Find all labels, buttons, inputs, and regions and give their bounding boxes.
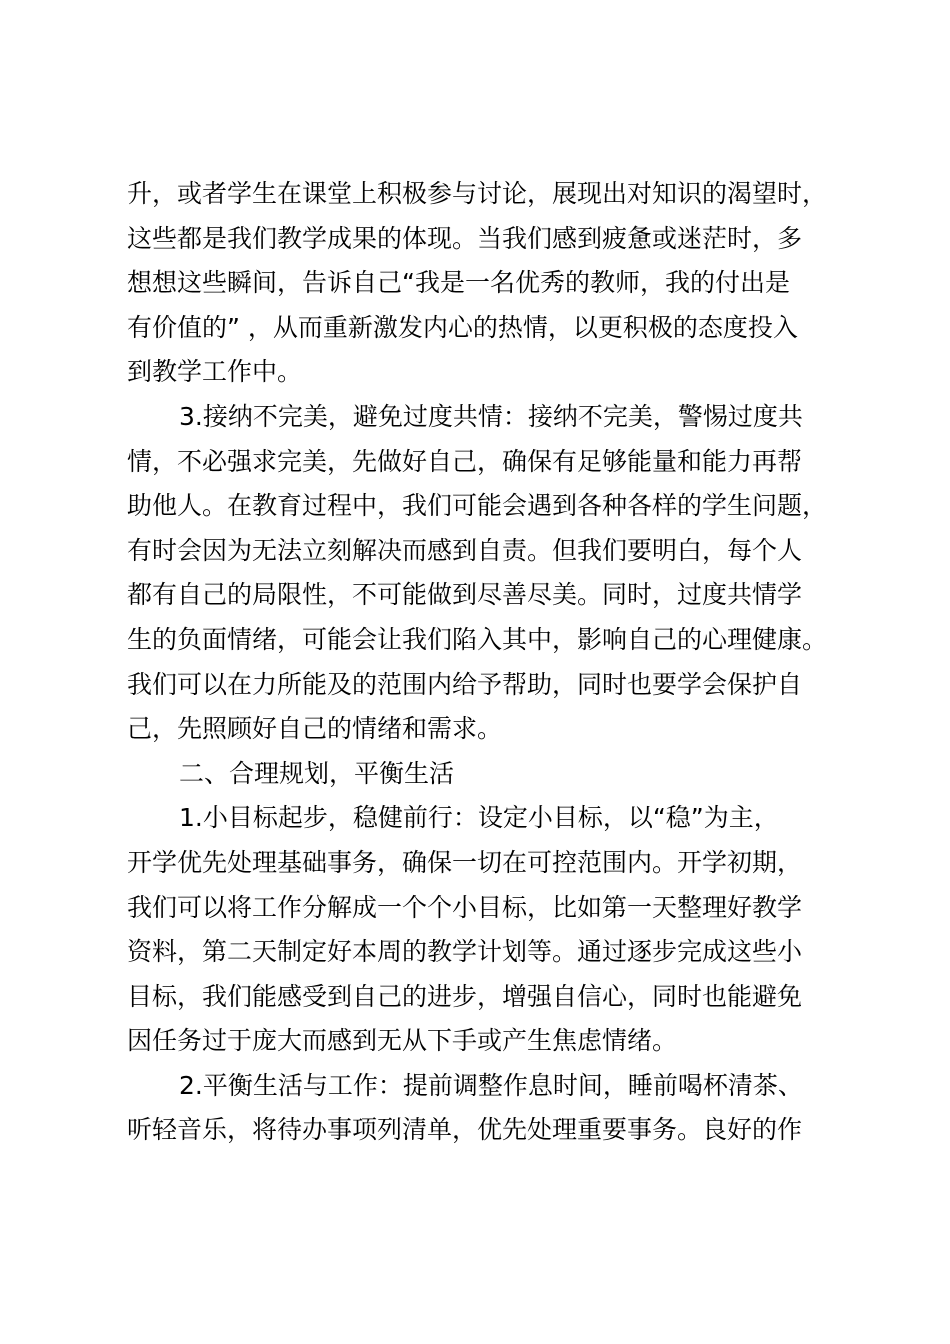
text-line: 情，不必强求完美，先做好自己，确保有足够能量和能力再帮	[127, 446, 803, 476]
text-line: 资料，第二天制定好本周的教学计划等。通过逐步完成这些小	[127, 937, 803, 967]
text-line: 想想这些瞬间，告诉自己“我是一名优秀的教师，我的付出是	[127, 268, 790, 298]
text-line: 听轻音乐，将待办事项列清单，优先处理重要事务。良好的作	[127, 1115, 803, 1145]
text-line: 目标，我们能感受到自己的进步，增强自信心，同时也能避免	[127, 981, 803, 1011]
text-line: 我们可以将工作分解成一个个小目标，比如第一天整理好教学	[127, 892, 803, 922]
text-line: 3.接纳不完美，避免过度共情：接纳不完美，警惕过度共	[179, 401, 803, 431]
text-line: 助他人。在教育过程中，我们可能会遇到各种各样的学生问题，	[127, 491, 828, 521]
section-heading: 二、合理规划，平衡生活	[179, 758, 455, 788]
text-line: 升，或者学生在课堂上积极参与讨论，展现出对知识的渴望时，	[127, 179, 828, 208]
text-line: 开学优先处理基础事务，确保一切在可控范围内。开学初期，	[127, 847, 803, 877]
text-line: 这些都是我们教学成果的体现。当我们感到疲惫或迷茫时，多	[127, 223, 803, 253]
text-line: 有时会因为无法立刻解决而感到自责。但我们要明白，每个人	[127, 535, 803, 565]
text-line: 因任务过于庞大而感到无从下手或产生焦虑情绪。	[127, 1026, 678, 1056]
text-line: 我们可以在力所能及的范围内给予帮助，同时也要学会保护自	[127, 669, 803, 699]
text-line: 都有自己的局限性，不可能做到尽善尽美。同时，过度共情学	[127, 580, 803, 610]
text-line: 到教学工作中。	[127, 357, 303, 387]
body-text	[127, 172, 857, 1153]
text-line: 有价值的” ，从而重新激发内心的热情，以更积极的态度投入	[127, 312, 798, 342]
text-line: 2.平衡生活与工作：提前调整作息时间，睡前喝杯清茶、	[179, 1070, 803, 1100]
text-line: 1.小目标起步，稳健前行：设定小目标，以“稳”为主，	[179, 803, 779, 833]
text-line: 生的负面情绪，可能会让我们陷入其中，影响自己的心理健康。	[127, 624, 828, 654]
text-line: 己，先照顾好自己的情绪和需求。	[127, 714, 503, 744]
